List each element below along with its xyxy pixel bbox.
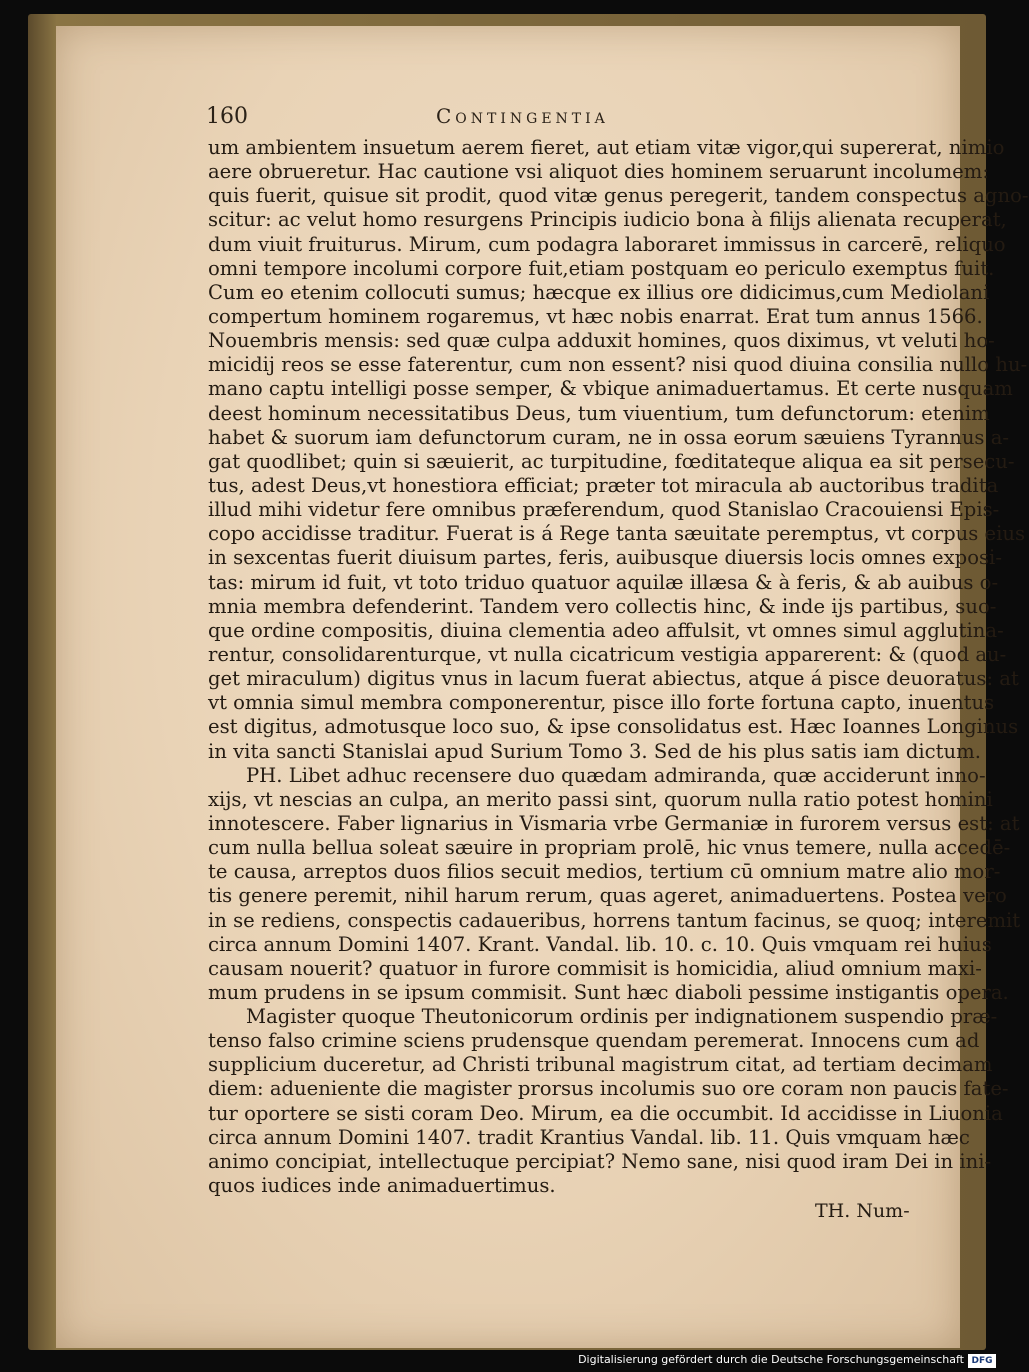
text-line: omni tempore incolumi corpore fuit,etiam postquam eo periculo exemptus fuit. <box>208 256 995 280</box>
text-line: copo accidisse traditur. Fuerat is á Rege tanta sæuitate peremptus, vt corpus eius <box>208 522 1026 546</box>
text-line: tis genere peremit, nihil harum rerum, quas ageret, animaduertens. Postea vero <box>208 884 1007 908</box>
text-line: gat quodlibet; quin si sæuierit, ac turpitudine, fœditateque aliqua ea sit persecu- <box>208 449 1015 473</box>
text-line: vt omnia simul membra componerentur, pisce illo forte fortuna capto, inuentus <box>208 691 995 715</box>
text-line: compertum hominem rogaremus, vt hæc nobis enarrat. Erat tum annus 1566. <box>208 304 983 328</box>
text-line: tas: mirum id fuit, vt toto triduo quatuor aquilæ illæsa & à feris, & ab auibus o- <box>208 570 999 594</box>
running-title: Contingentia <box>436 104 609 128</box>
dfg-logo: DFG <box>968 1354 996 1368</box>
text-line: Nouembris mensis: sed quæ culpa adduxit homines, quos diximus, vt veluti ho- <box>208 329 995 353</box>
page-header <box>206 104 746 134</box>
text-line: scitur: ac velut homo resurgens Principis iudicio bona à filijs alienata recuperat, <box>208 208 1007 232</box>
text-line: causam nouerit? quatuor in furore commisit is homicidia, aliud omnium maxi- <box>208 956 982 980</box>
text-line: circa annum Domini 1407. Krant. Vandal. lib. 10. c. 10. Quis vmquam rei huius <box>208 932 992 956</box>
text-line: Magister quoque Theutonicorum ordinis per indignationem suspendio præ- <box>246 1005 998 1029</box>
text-line: tur oportere se sisti coram Deo. Mirum, ea die occumbit. Id accidisse in Liuonia <box>208 1101 1003 1125</box>
text-line: in sexcentas fuerit diuisum partes, feris, auibusque diuersis locis omnes exposi- <box>208 546 1002 570</box>
text-line: mano captu intelligi posse semper, & vbique animaduertamus. Et certe nusquam <box>208 377 1013 401</box>
text-line: in vita sancti Stanislai apud Surium Tomo 3. Sed de his plus satis iam dictum. <box>208 739 981 763</box>
text-line: micidij reos se esse faterentur, cum non essent? nisi quod diuina consilia nullo hu- <box>208 353 1028 377</box>
text-line: habet & suorum iam defunctorum curam, ne in ossa eorum sæuiens Tyrannus a- <box>208 425 1010 449</box>
text-line: um ambientem insuetum aerem fieret, aut etiam vitæ vigor,qui supererat, nimio <box>208 136 1005 159</box>
funding-credit: Digitalisierung gefördert durch die Deutsche Forschungsgemeinschaft <box>578 1353 964 1366</box>
text-line: te causa, arreptos duos filios secuit medios, tertium cū omnium matre alio mor- <box>208 860 1001 884</box>
text-line: Cum eo etenim collocuti sumus; hæcque ex illius ore didicimus,cum Mediolani <box>208 280 990 304</box>
text-line: PH. Libet adhuc recensere duo quædam admiranda, quæ acciderunt inno- <box>246 763 986 787</box>
text-line: tenso falso crimine sciens prudensque quendam peremerat. Innocens cum ad <box>208 1029 980 1053</box>
page-number: 160 <box>206 104 248 129</box>
text-line: rentur, consolidarenturque, vt nulla cicatricum vestigia apparerent: & (quod au- <box>208 642 1007 666</box>
text-line: cum nulla bellua soleat sæuire in propriam prolē, hic vnus temere, nulla accedē- <box>208 836 1011 860</box>
text-line: innotescere. Faber lignarius in Vismaria vrbe Germaniæ in furorem versus est: at <box>208 811 1020 835</box>
text-line: illud mihi videtur fere omnibus præferendum, quod Stanislao Cracouiensi Epis- <box>208 498 1000 522</box>
catchword: TH. Num- <box>815 1200 910 1222</box>
text-line: xijs, vt nescias an culpa, an merito passi sint, quorum nulla ratio potest homini <box>208 787 993 811</box>
text-line: in se rediens, conspectis cadaueribus, horrens tantum facinus, se quoq; interemit <box>208 908 1021 932</box>
text-line: get miraculum) digitus vnus in lacum fuerat abiectus, atque á pisce deuoratus: at <box>208 667 1019 691</box>
text-line: quis fuerit, quisue sit prodit, quod vitæ genus peregerit, tandem conspectus agno- <box>208 184 1029 208</box>
text-line: dum viuit fruiturus. Mirum, cum podagra laboraret immissus in carcerē, reliquo <box>208 232 1006 256</box>
text-line: quos iudices inde animaduertimus. <box>208 1174 556 1198</box>
text-line: diem: adueniente die magister prorsus incolumis suo ore coram non paucis fate- <box>208 1077 1009 1101</box>
text-line: tus, adest Deus,vt honestiora efficiat; præter tot miracula ab auctoribus tradita <box>208 473 999 497</box>
text-line: deest hominum necessitatibus Deus, tum viuentium, tum defunctorum: etenim <box>208 401 990 425</box>
text-line: que ordine compositis, diuina clementia adeo affulsit, vt omnes simul agglutina- <box>208 618 1004 642</box>
body-text <box>208 136 1029 1198</box>
text-line: supplicium duceretur, ad Christi tribunal magistrum citat, ad tertiam decimam <box>208 1053 993 1077</box>
text-line: mnia membra defenderint. Tandem vero collectis hinc, & inde ijs partibus, suo- <box>208 594 997 618</box>
text-line: est digitus, admotusque loco suo, & ipse consolidatus est. Hæc Ioannes Longinus <box>208 715 1019 739</box>
text-line: aere obrueretur. Hac cautione vsi aliquot dies hominem seruarunt incolumem: <box>208 160 989 184</box>
text-line: circa annum Domini 1407. tradit Krantius Vandal. lib. 11. Quis vmquam hæc <box>208 1125 970 1149</box>
text-line: mum prudens in se ipsum commisit. Sunt hæc diaboli pessime instigantis opera. <box>208 980 1009 1004</box>
text-line: animo concipiat, intellectuque percipiat? Nemo sane, nisi quod iram Dei in ini- <box>208 1149 992 1173</box>
